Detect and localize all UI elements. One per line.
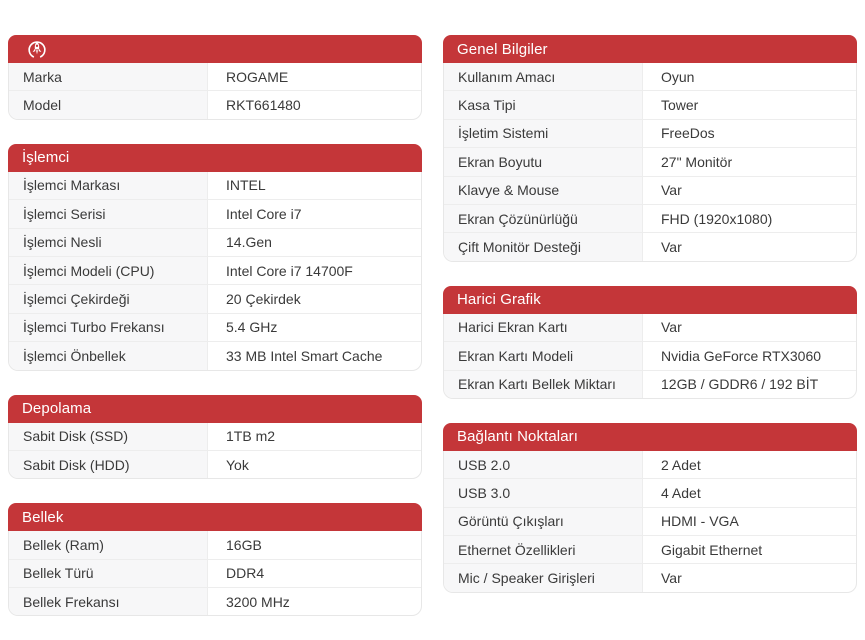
section-header-bellek xyxy=(8,503,422,531)
section-title: Harici Grafik xyxy=(457,291,541,309)
spec-row xyxy=(444,478,856,506)
spec-label: İşlemci Turbo Frekansı xyxy=(9,314,208,341)
spec-label: İşlemci Çekirdeği xyxy=(9,285,208,312)
spec-value: 14.Gen xyxy=(226,234,272,251)
spec-row xyxy=(9,531,421,558)
spec-row xyxy=(444,341,856,369)
section-card-islemci xyxy=(8,144,422,371)
spec-label: Ekran Boyutu xyxy=(444,148,643,175)
spec-row xyxy=(9,63,421,90)
spec-value: Tower xyxy=(661,97,699,114)
spec-label: Mic / Speaker Girişleri xyxy=(444,564,643,591)
spec-row xyxy=(9,228,421,256)
spec-table-baglanti-noktalari xyxy=(443,451,857,593)
spec-label: İşlemci Modeli (CPU) xyxy=(9,257,208,284)
spec-label: Bellek Türü xyxy=(9,560,208,587)
left-column xyxy=(8,35,422,616)
spec-row xyxy=(444,119,856,147)
spec-row xyxy=(444,535,856,563)
spec-label: İşlemci Markası xyxy=(9,172,208,199)
spec-row xyxy=(9,587,421,615)
spec-value: INTEL xyxy=(226,177,266,194)
right-column xyxy=(443,35,857,616)
spec-row xyxy=(9,341,421,369)
spec-value: Intel Core i7 14700F xyxy=(226,262,353,279)
spec-label: Klavye & Mouse xyxy=(444,177,643,204)
spec-value: Intel Core i7 xyxy=(226,205,302,222)
spec-label: Ekran Kartı Bellek Miktarı xyxy=(444,371,643,398)
spec-table-genel-bilgiler xyxy=(443,63,857,262)
section-header-depolama xyxy=(8,395,422,423)
spec-label: İşlemci Nesli xyxy=(9,229,208,256)
spec-value: Oyun xyxy=(661,68,695,85)
spec-value: 16GB xyxy=(226,536,262,553)
spec-row xyxy=(444,451,856,478)
spec-label: İşlemci Serisi xyxy=(9,200,208,227)
spec-label: Çift Monitör Desteği xyxy=(444,233,643,260)
spec-value: 1TB m2 xyxy=(226,428,276,445)
section-card-genel-bilgiler xyxy=(443,35,857,262)
section-header-islemci xyxy=(8,144,422,172)
spec-row xyxy=(9,199,421,227)
spec-row xyxy=(444,370,856,398)
spec-table-islemci xyxy=(8,172,422,371)
section-card-baglanti-noktalari xyxy=(443,423,857,593)
spec-row xyxy=(9,450,421,478)
spec-label: Ekran Çözünürlüğü xyxy=(444,205,643,232)
section-header-baglanti-noktalari xyxy=(443,423,857,451)
spec-value: Var xyxy=(661,319,682,336)
spec-label: Harici Ekran Kartı xyxy=(444,314,643,341)
spec-row xyxy=(444,63,856,90)
spec-row xyxy=(444,563,856,591)
section-title: Genel Bilgiler xyxy=(457,40,548,58)
spec-value: Var xyxy=(661,570,682,587)
spec-value: Var xyxy=(661,182,682,199)
spec-label: USB 3.0 xyxy=(444,479,643,506)
spec-row xyxy=(9,256,421,284)
spec-value: FreeDos xyxy=(661,125,715,142)
spec-row xyxy=(9,284,421,312)
spec-table-harici-grafik xyxy=(443,314,857,399)
section-title: İşlemci xyxy=(22,149,70,167)
spec-value: 27" Monitör xyxy=(661,153,733,170)
spec-row xyxy=(9,172,421,199)
spec-row xyxy=(9,559,421,587)
section-title: Depolama xyxy=(22,400,92,418)
spec-table-depolama xyxy=(8,423,422,480)
spec-value: 20 Çekirdek xyxy=(226,291,301,308)
spec-row xyxy=(9,90,421,118)
spec-label: İşletim Sistemi xyxy=(444,120,643,147)
spec-value: Yok xyxy=(226,456,249,473)
spec-value: HDMI - VGA xyxy=(661,513,739,530)
spec-label: USB 2.0 xyxy=(444,451,643,478)
spec-value: ROGAME xyxy=(226,68,289,85)
spec-value: 5.4 GHz xyxy=(226,319,278,336)
spec-label: Kasa Tipi xyxy=(444,91,643,118)
section-title: Bağlantı Noktaları xyxy=(457,428,579,446)
spec-label: İşlemci Önbellek xyxy=(9,342,208,369)
spec-value: DDR4 xyxy=(226,565,265,582)
spec-label: Ethernet Özellikleri xyxy=(444,536,643,563)
rocket-brand-logo-icon xyxy=(26,38,48,60)
spec-label: Kullanım Amacı xyxy=(444,63,643,90)
spec-row xyxy=(444,147,856,175)
spec-table-bellek xyxy=(8,531,422,616)
spec-value: RKT661480 xyxy=(226,97,301,114)
section-card-depolama xyxy=(8,395,422,480)
spec-value: 12GB / GDDR6 / 192 BİT xyxy=(661,376,819,393)
spec-row xyxy=(9,423,421,450)
spec-label: Marka xyxy=(9,63,208,90)
spec-row xyxy=(444,232,856,260)
spec-row xyxy=(444,507,856,535)
spec-row xyxy=(444,314,856,341)
spec-row xyxy=(444,204,856,232)
section-title: Bellek xyxy=(22,508,64,526)
spec-value: Var xyxy=(661,239,682,256)
section-card-harici-grafik xyxy=(443,286,857,399)
spec-row xyxy=(444,176,856,204)
section-header-brand xyxy=(8,35,422,63)
spec-value: 2 Adet xyxy=(661,456,701,473)
spec-label: Görüntü Çıkışları xyxy=(444,508,643,535)
spec-table-brand xyxy=(8,63,422,120)
section-header-harici-grafik xyxy=(443,286,857,314)
section-card-brand xyxy=(8,35,422,120)
spec-value: Nvidia GeForce RTX3060 xyxy=(661,347,822,364)
spec-value: 3200 MHz xyxy=(226,593,290,610)
spec-label: Bellek Frekansı xyxy=(9,588,208,615)
spec-value: FHD (1920x1080) xyxy=(661,210,773,227)
spec-label: Bellek (Ram) xyxy=(9,531,208,558)
section-card-bellek xyxy=(8,503,422,616)
spec-label: Ekran Kartı Modeli xyxy=(444,342,643,369)
spec-label: Sabit Disk (SSD) xyxy=(9,423,208,450)
spec-value: Gigabit Ethernet xyxy=(661,541,763,558)
section-header-genel-bilgiler xyxy=(443,35,857,63)
spec-row xyxy=(9,313,421,341)
spec-value: 33 MB Intel Smart Cache xyxy=(226,347,383,364)
spec-label: Model xyxy=(9,91,208,118)
spec-value: 4 Adet xyxy=(661,484,701,501)
spec-label: Sabit Disk (HDD) xyxy=(9,451,208,478)
spec-row xyxy=(444,90,856,118)
